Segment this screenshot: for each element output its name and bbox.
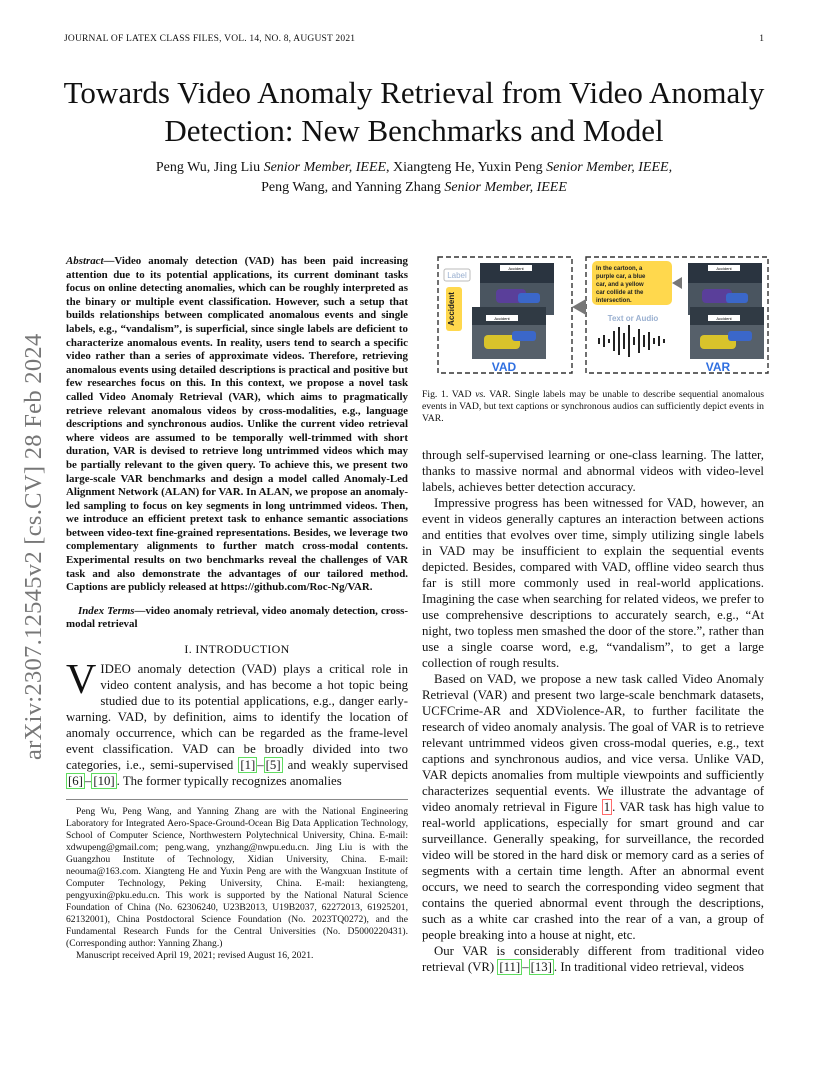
figure-1 — [436, 255, 770, 375]
paragraph: Impressive progress has been witnessed for VAD, however, an event in videos generally captures an interaction between actions and entities that evolves over time, simply utilizing single labels in VAD may be insufficient to explain the sequential events depicted. Besides, compared with VAD, offline video search thus far is still more commonly used in real-world applications. Imagining the case when searching for related videos, we prefer to use comprehensive descriptions to accurately search, e.g., “At night, two topless men smashed the door of the store.”, rather than use a single coarse word, e.g, “vandalism”, to get a large collection of rough results. — [422, 496, 764, 670]
left-column — [66, 255, 408, 962]
paragraph-text: Our VAR is considerably different from traditional video retrieval (VR) — [422, 944, 764, 974]
frame-tag: Accident — [494, 316, 510, 321]
paragraph-text: Based on VAD, we propose a new task called Video Anomaly Retrieval (VAR) and present two large-scale benchmark datasets, UCFCrime-AR and XDViolence-AR, to further facilitate the research of video anomaly analysis. The goal of VAR is to retrieve relevant untrimmed videos given cross-modal queries, e.g., text captions and synchronous audios, and vice versa. Unlike VAD, VAR depicts anomalies from multiple viewpoints and sufficiently characterizes sequential events. We illustrate the advantage of video anomaly retrieval in Figure — [422, 672, 764, 814]
right-body-text — [422, 447, 764, 975]
intro-text-b: and weakly supervised — [282, 758, 408, 773]
right-column — [422, 255, 764, 975]
caption-vs: vs. — [475, 389, 486, 400]
frame-tag: Accident — [716, 316, 732, 321]
citation-link[interactable]: [10] — [93, 774, 115, 789]
citation-dash: – — [522, 960, 529, 974]
affiliation-footnote — [66, 799, 408, 962]
paragraph — [422, 943, 764, 975]
citation-link[interactable]: [5] — [265, 758, 281, 773]
accident-tag: Accident — [447, 292, 456, 326]
frame-tag: Accident — [716, 266, 732, 271]
author-group-1: Peng Wu, Jing Liu — [155, 160, 264, 175]
abstract — [66, 255, 408, 595]
index-terms-text: —video anomaly retrieval, video anomaly detection, cross-modal retrieval — [66, 604, 408, 631]
footnote-manuscript: Manuscript received April 19, 2021; revised August 16, 2021. — [76, 950, 314, 962]
citation-link[interactable]: [11] — [499, 960, 521, 974]
vad-label: VAD — [491, 360, 517, 374]
arxiv-identifier[interactable]: arXiv:2307.12545v2 [cs.CV] 28 Feb 2024 — [20, 333, 47, 760]
citation-dash: – — [84, 774, 92, 789]
label-tag: Label — [447, 271, 467, 280]
abstract-label: Abstract — [66, 255, 104, 267]
intro-text-a: IDEO anomaly detection (VAD) plays a critical role in video content analysis, and has become a hot topic being studied due to its potential applications, e.g., danger early-warning. VAD, by definition, aims to identify the location of anomaly occurrence, which can be regarded as the frame-level event classification. VAD can be broadly divided into two categories, i.e., semi-supervised — [66, 662, 408, 773]
paragraph: through self-supervised learning or one-class learning. The latter, thanks to massive normal and abnormal videos with video-level labels, achieves better detection accuracy. — [422, 448, 764, 494]
citation-link[interactable]: [6] — [68, 774, 83, 789]
citation-dash: – — [257, 758, 264, 773]
author-role-3: Senior Member, IEEE — [444, 180, 567, 195]
waveform-icon — [598, 325, 665, 357]
paragraph-text: . In traditional video retrieval, videos — [553, 960, 745, 974]
citation-link[interactable]: [13] — [530, 960, 552, 974]
author-list — [60, 158, 768, 198]
author-group-2: , Xiangteng He, Yuxin Peng — [386, 160, 547, 175]
author-group-3: Peng Wang, and Yanning Zhang — [261, 180, 445, 195]
text-or-audio-label: Text or Audio — [607, 314, 659, 323]
intro-text-c: . The former typically recognizes anomalies — [116, 774, 342, 789]
citation-link[interactable]: [1] — [240, 758, 256, 773]
index-terms — [66, 605, 408, 632]
index-terms-label: Index Terms — [78, 604, 135, 617]
author-role-1: Senior Member, IEEE — [263, 160, 387, 175]
caption-prefix: Fig. 1. VAD — [422, 389, 476, 400]
running-header: JOURNAL OF LATEX CLASS FILES, VOL. 14, NO. 8, AUGUST 2021 — [64, 34, 356, 44]
author-role-2: Senior Member, IEEE, — [546, 160, 673, 175]
drop-cap: V — [66, 657, 97, 704]
abstract-text: —Video anomaly detection (VAD) has been paid increasing attention due to its potential applications, its current dominant tasks focus on online detecting anomalies, which can be roughly interpreted as the binary or multiple event classification. However, such a setup that builds relationships between complicated anomalous events and single labels, e.g., “vandalism”, is superficial, since single labels are deficient to characterize anomalous events. In reality, users tend to search a specific video rather than a series of approximate videos. Therefore, retrieving anomalous events using detailed descriptions is practical and positive but few researches focus on this. In this context, we propose a novel task called Video Anomaly Retrieval (VAR), which aims to pragmatically retrieve relevant anomalous videos by cross-modalities, e.g., language descriptions and synchronous audios. Unlike the current video retrieval where videos are assumed to be temporally well-trimmed with short duration, VAR is devised to retrieve long untrimmed videos which may be partially relevant to the given query. To achieve this, we present two large-scale VAR benchmarks and design a model called Anomaly-Led Alignment Network (ALAN) for VAR. In ALAN, we propose an anomaly-led sampling to focus on key segments in long untrimmed videos. Then, we introduce an efficient pretext task to enhance semantic associations between video-text fine-grained representations. Besides, we leverage two complementary alignments to further match cross-modal contents. Experimental results on two benchmarks reveal the challenges of VAR task and also demonstrate the advantages of our tailored method. Captions are publicly released at https://github.com/Roc-Ng/VAR. — [66, 255, 408, 594]
figure-reference-link[interactable]: 1 — [603, 800, 611, 814]
var-label: VAR — [705, 360, 731, 374]
footnote-affiliations: Peng Wu, Peng Wang, and Yanning Zhang are with the National Engineering Laboratory for Integrated Aero-Space-Ground-Ocean Big Data Application Technology, School of Computer Science, Northwestern Polytechnical University, China. E-mail: xdwupeng@gmail.com; peng.wang, ynzhang@nwpu.edu.cn. Jing Liu is with the Guangzhou Institute of Technology, Xidian University, China. E-mail: neouma@163.com. Xiangteng He and Yuxin Peng are with the Wangxuan Institute of Computer Technology, Peking University, China. E-mail: hexiangteng, pengyuxin@pku.edu.cn. This work is supported by the National Natural Science Foundation of China (No. 62306240, U23B2013, U19B2037, 62272013, 61925201, 62132001), China Postdoctoral Science Foundation (No. 2023TQ0272), and the Fundamental Research Funds for the Central Universities (No. D5000220431). (Corresponding author: Yanning Zhang.) — [66, 806, 408, 950]
section-heading-introduction: I. INTRODUCTION — [184, 642, 290, 657]
introduction-paragraph — [66, 657, 408, 789]
paper-title: Towards Video Anomaly Retrieval from Video Anomaly Detection: New Benchmarks and Model — [63, 75, 765, 148]
caption-box-text: In the cartoon, a purple car, a blue car, and a yellow car collide at the intersection. — [596, 266, 646, 304]
paragraph-text: . VAR task has high value to real-world applications, especially for smart ground and car surveillance. Generally speaking, for surveillance, the recorded video will be stored in the hard disk or memory card as a series of segments with a certain time length. After an abnormal event occurs, we need to search the corresponding video segment that contains the queried abnormal event through the descriptions, such as a white car crashed into the rear of a van, a group of people breaking into a house at night, etc. — [422, 800, 764, 942]
figure-1-caption — [422, 389, 764, 425]
paragraph — [422, 671, 764, 943]
caption-text: VAR. Single labels may be unable to describe sequential anomalous events in VAD, but text captions or synchronous audios can sufficiently depict events in VAR. — [422, 389, 764, 424]
frame-tag: Accident — [508, 266, 524, 271]
page-number: 1 — [759, 34, 764, 44]
figure-1-diagram — [436, 255, 770, 375]
